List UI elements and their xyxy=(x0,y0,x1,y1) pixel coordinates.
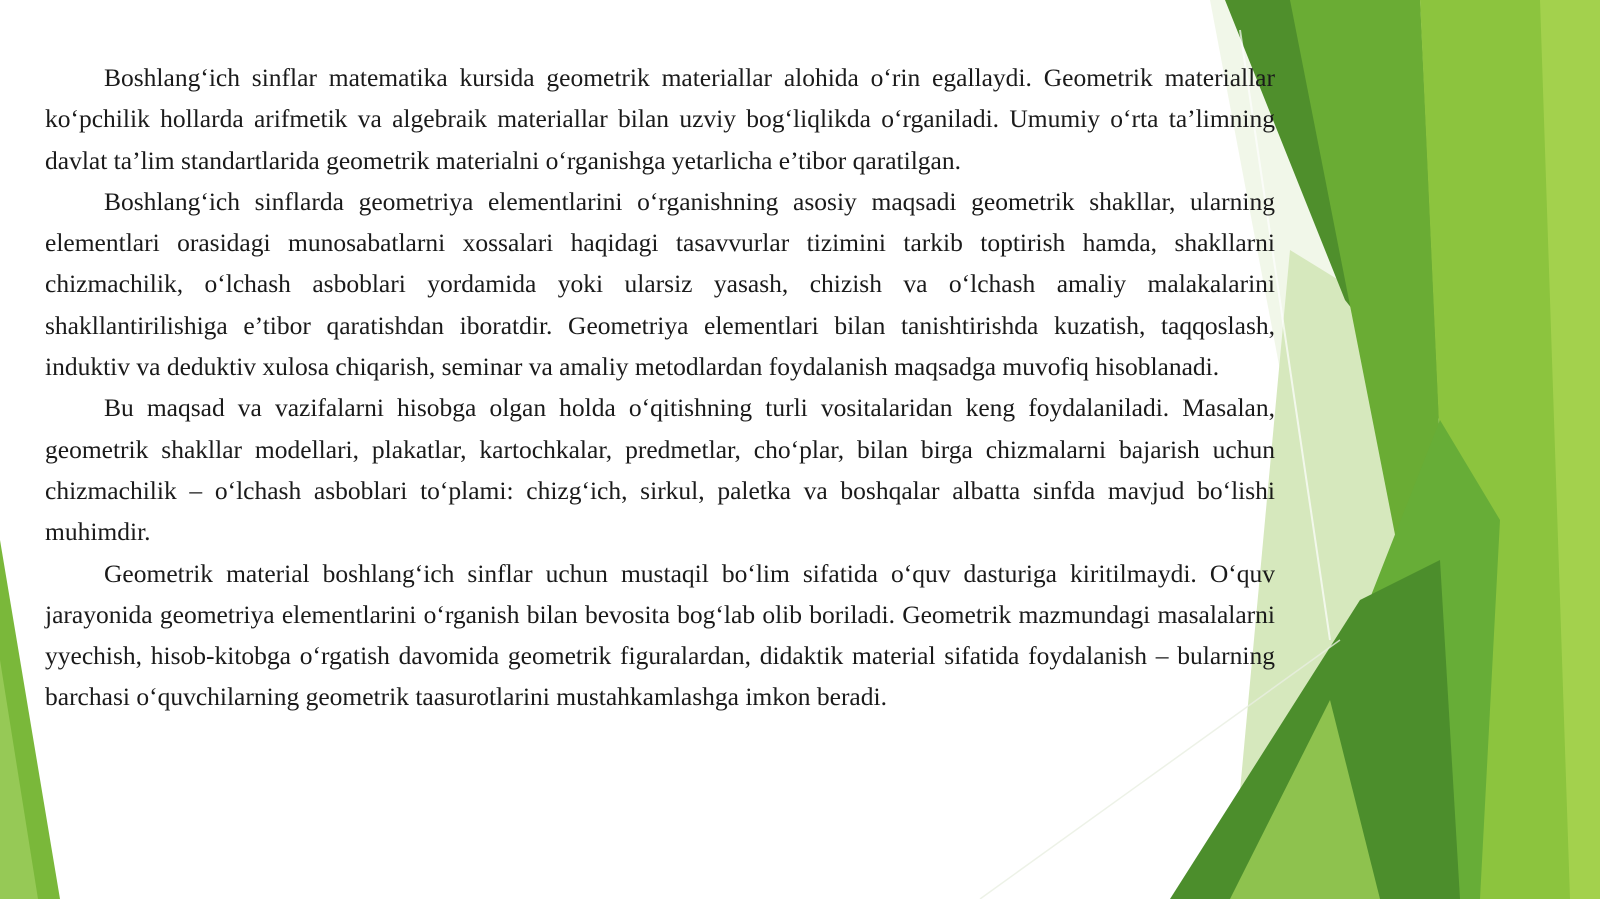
paragraph-2: Boshlang‘ich sinflarda geometriya elementlarini o‘rganishning asosiy maqsadi geometrik shakllar, ularning elementlari orasidagi munosabatlarni xossalari haqidagi tasavvurlar tizimini tarkib toptirish hamda, shakllarni chizmachilik, o‘lchash asboblari yordamida yoki ularsiz yasash, chizish va o‘lchash amaliy malakalarini shakllantirilishiga e’tibor qaratishdan iboratdir. Geometriya elementlari bilan tanishtirishda kuzatish, taqqoslash, induktiv va deduktiv xulosa chiqarish, seminar va amaliy metodlardan foydalanish maqsadga muvofiq hisoblanadi. xyxy=(45,186,1275,382)
paragraph-4: Geometrik material boshlang‘ich sinflar uchun mustaqil bo‘lim sifatida o‘quv dasturiga kiritilmaydi. O‘quv jarayonida geometriya elementlarini o‘rganish bilan bevosita bog‘lab olib boriladi. Geometrik mazmundagi masalalarni yyechish, hisob-kitobga o‘rgatish davomida geometrik figuralardan, didaktik material sifatida foydalanish – bularning barchasi o‘quvchilarning geometrik taasurotlarini mustahkamlashga imkon beradi. xyxy=(45,558,1275,712)
body-text xyxy=(45,57,1275,718)
paragraph-3: Bu maqsad va vazifalarni hisobga olgan holda o‘qitishning turli vositalaridan keng foydalaniladi. Masalan, geometrik shakllar modellari, plakatlar, kartochkalar, predmetlar, cho‘plar, bilan birga chizmalarni bajarish uchun chizmachilik – o‘lchash asboblari to‘plami: chizg‘ich, sirkul, paletka va boshqalar albatta sinfda mavjud bo‘lishi muhimdir. xyxy=(45,393,1275,547)
paragraph-1: Boshlang‘ich sinflar matematika kursida geometrik materiallar alohida o‘rin egallaydi. Geometrik materiallar ko‘pchilik hollarda arifmetik va algebraik materiallar bilan uzviy bog‘liqlikda o‘rganiladi. Umumiy o‘rta ta’limning davlat ta’lim standartlarida geometrik materialni o‘rganishga yetarlicha e’tibor qaratilgan. xyxy=(45,63,1275,175)
